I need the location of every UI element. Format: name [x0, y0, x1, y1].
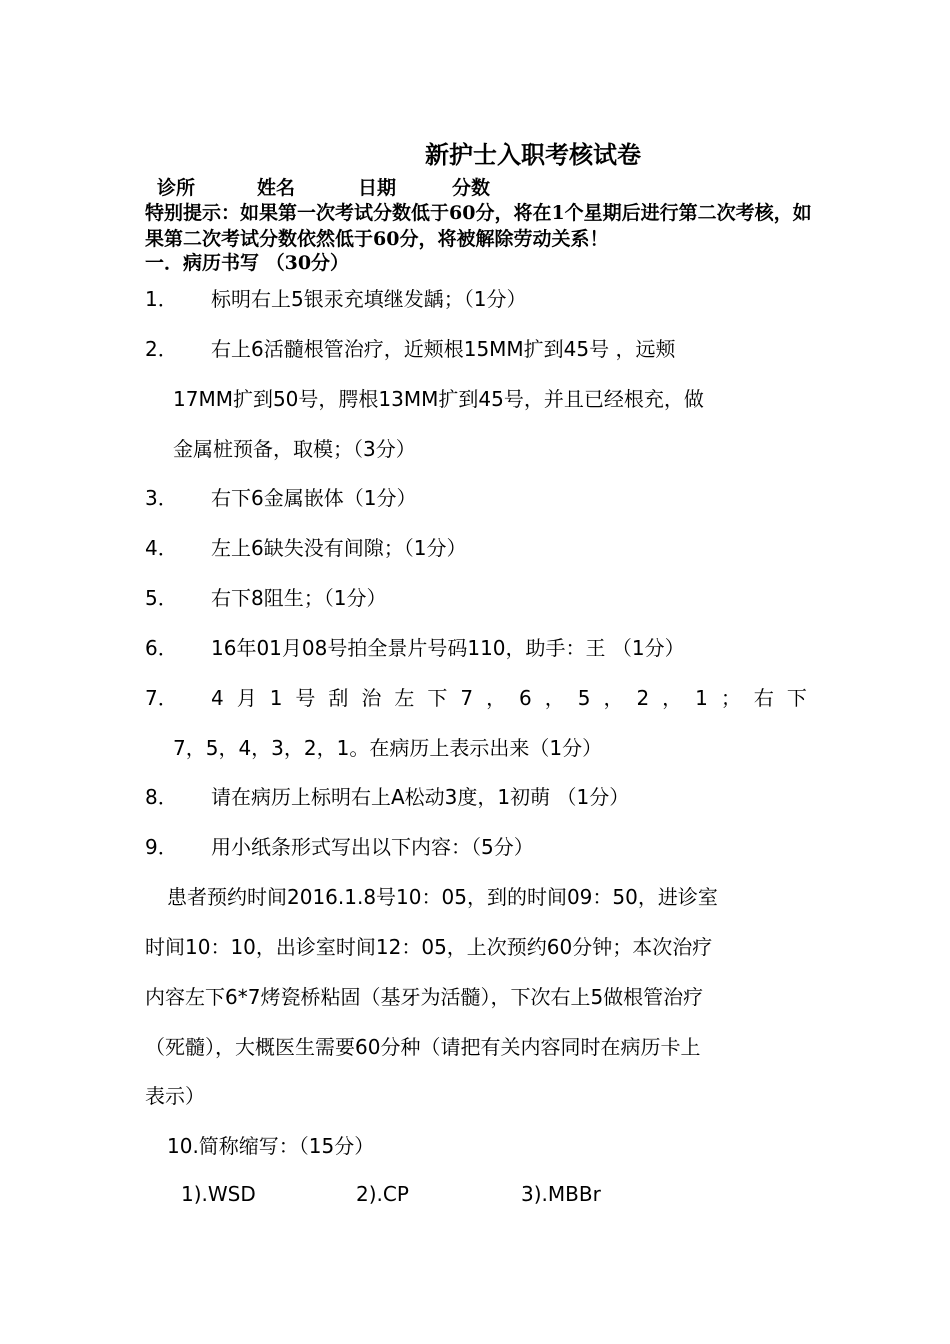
question-8	[145, 784, 629, 810]
header-fields	[157, 173, 490, 200]
section-heading: 一．病历书写 （30分）	[145, 252, 350, 274]
question-text: 16年01月08号拍全景片号码110，助手：王 （1分）	[211, 636, 685, 660]
question-7-line-2: 7，5，4，3，2，1。在病历上表示出来（1分）	[173, 736, 603, 760]
question-number: 9．	[145, 835, 178, 859]
question-text: 右上6活髓根管治疗，近颊根15MM扩到45号 ，远颊	[211, 337, 676, 361]
q7-token: 2	[636, 686, 650, 710]
question-text: 左上6缺失没有间隙；（1分）	[211, 536, 467, 560]
q7-token: 右	[753, 686, 774, 710]
question-text: 用小纸条形式写出以下内容：（5分）	[211, 835, 534, 859]
question-number: 1．	[145, 287, 178, 311]
field-clinic: 诊所	[157, 177, 196, 199]
q7-token: 治	[361, 686, 382, 710]
abbreviation-item: 3).MBBr	[521, 1182, 601, 1206]
question-number: 2．	[145, 337, 178, 361]
field-name: 姓名	[257, 177, 296, 199]
question-text: 请在病历上标明右上A松动3度，1初萌 （1分）	[211, 785, 630, 809]
q7-token: 刮	[328, 686, 349, 710]
question-number: 3．	[145, 486, 178, 510]
field-date: 日期	[358, 177, 397, 199]
q7-token: 6	[519, 686, 532, 710]
q9-body-line: 时间10：10，出诊室时间12：05，上次预约60分钟；本次治疗	[145, 935, 713, 959]
question-7-number: 7．	[145, 686, 178, 710]
abbreviation-list	[181, 1181, 601, 1207]
question-3	[145, 485, 416, 511]
q9-body-line: 内容左下6*7烤瓷桥粘固（基牙为活髓），下次右上5做根管治疗	[145, 985, 704, 1009]
q7-token: 左	[394, 686, 415, 710]
question-text: 右下6金属嵌体（1分）	[211, 486, 417, 510]
question-6	[145, 635, 685, 661]
q7-token: 4	[211, 686, 224, 710]
question-1	[145, 286, 526, 312]
q9-body-line: 患者预约时间2016.1.8号10：05，到的时间09：50，进诊室	[167, 885, 718, 909]
q7-token: ，	[486, 686, 507, 710]
question-number: 8．	[145, 785, 178, 809]
q7-token: 下	[786, 686, 807, 710]
question-9	[145, 834, 534, 860]
q7-token: ，	[544, 686, 565, 710]
q7-token: 号	[295, 686, 316, 710]
question-text: 标明右上5银汞充填继发龋；（1分）	[211, 287, 527, 311]
q7-token: 下	[427, 686, 448, 710]
question-5	[145, 585, 386, 611]
q7-token: ；	[720, 686, 741, 710]
question-2-line-2: 17MM扩到50号，腭根13MM扩到45号，并且已经根充，做	[173, 387, 704, 411]
abbreviation-item: 2).CP	[356, 1182, 409, 1206]
q7-token: ，	[603, 686, 624, 710]
question-number: 5．	[145, 586, 178, 610]
q7-token: ，	[662, 686, 683, 710]
special-notice: 特别提示：如果第一次考试分数低于60分，将在1个星期后进行第二次考核，如果第二次考试分数依然低于60分，将被解除劳动关系！	[145, 202, 812, 250]
q9-body-line: 表示）	[145, 1084, 205, 1108]
field-score: 分数	[452, 177, 491, 199]
abbreviation-item: 1).WSD	[181, 1182, 256, 1206]
question-2	[145, 336, 676, 362]
question-4	[145, 535, 466, 561]
question-text: 右下8阻生；（1分）	[211, 586, 387, 610]
question-2-line-3: 金属桩预备，取模；（3分）	[173, 437, 416, 461]
question-10: 10.简称缩写：（15分）	[167, 1134, 375, 1158]
question-number: 6．	[145, 636, 178, 660]
q7-token: 5	[577, 686, 591, 710]
question-number: 4．	[145, 536, 178, 560]
q7-token: 7	[460, 686, 474, 710]
q7-token: 1	[695, 686, 708, 710]
q9-body-line: （死髓），大概医生需要60分种（请把有关内容同时在病历卡上	[145, 1035, 701, 1059]
q7-token: 月	[236, 686, 257, 710]
page-title: 新护士入职考核试卷	[425, 140, 641, 169]
question-7-line-1	[211, 685, 807, 711]
q7-token: 1	[269, 686, 283, 710]
